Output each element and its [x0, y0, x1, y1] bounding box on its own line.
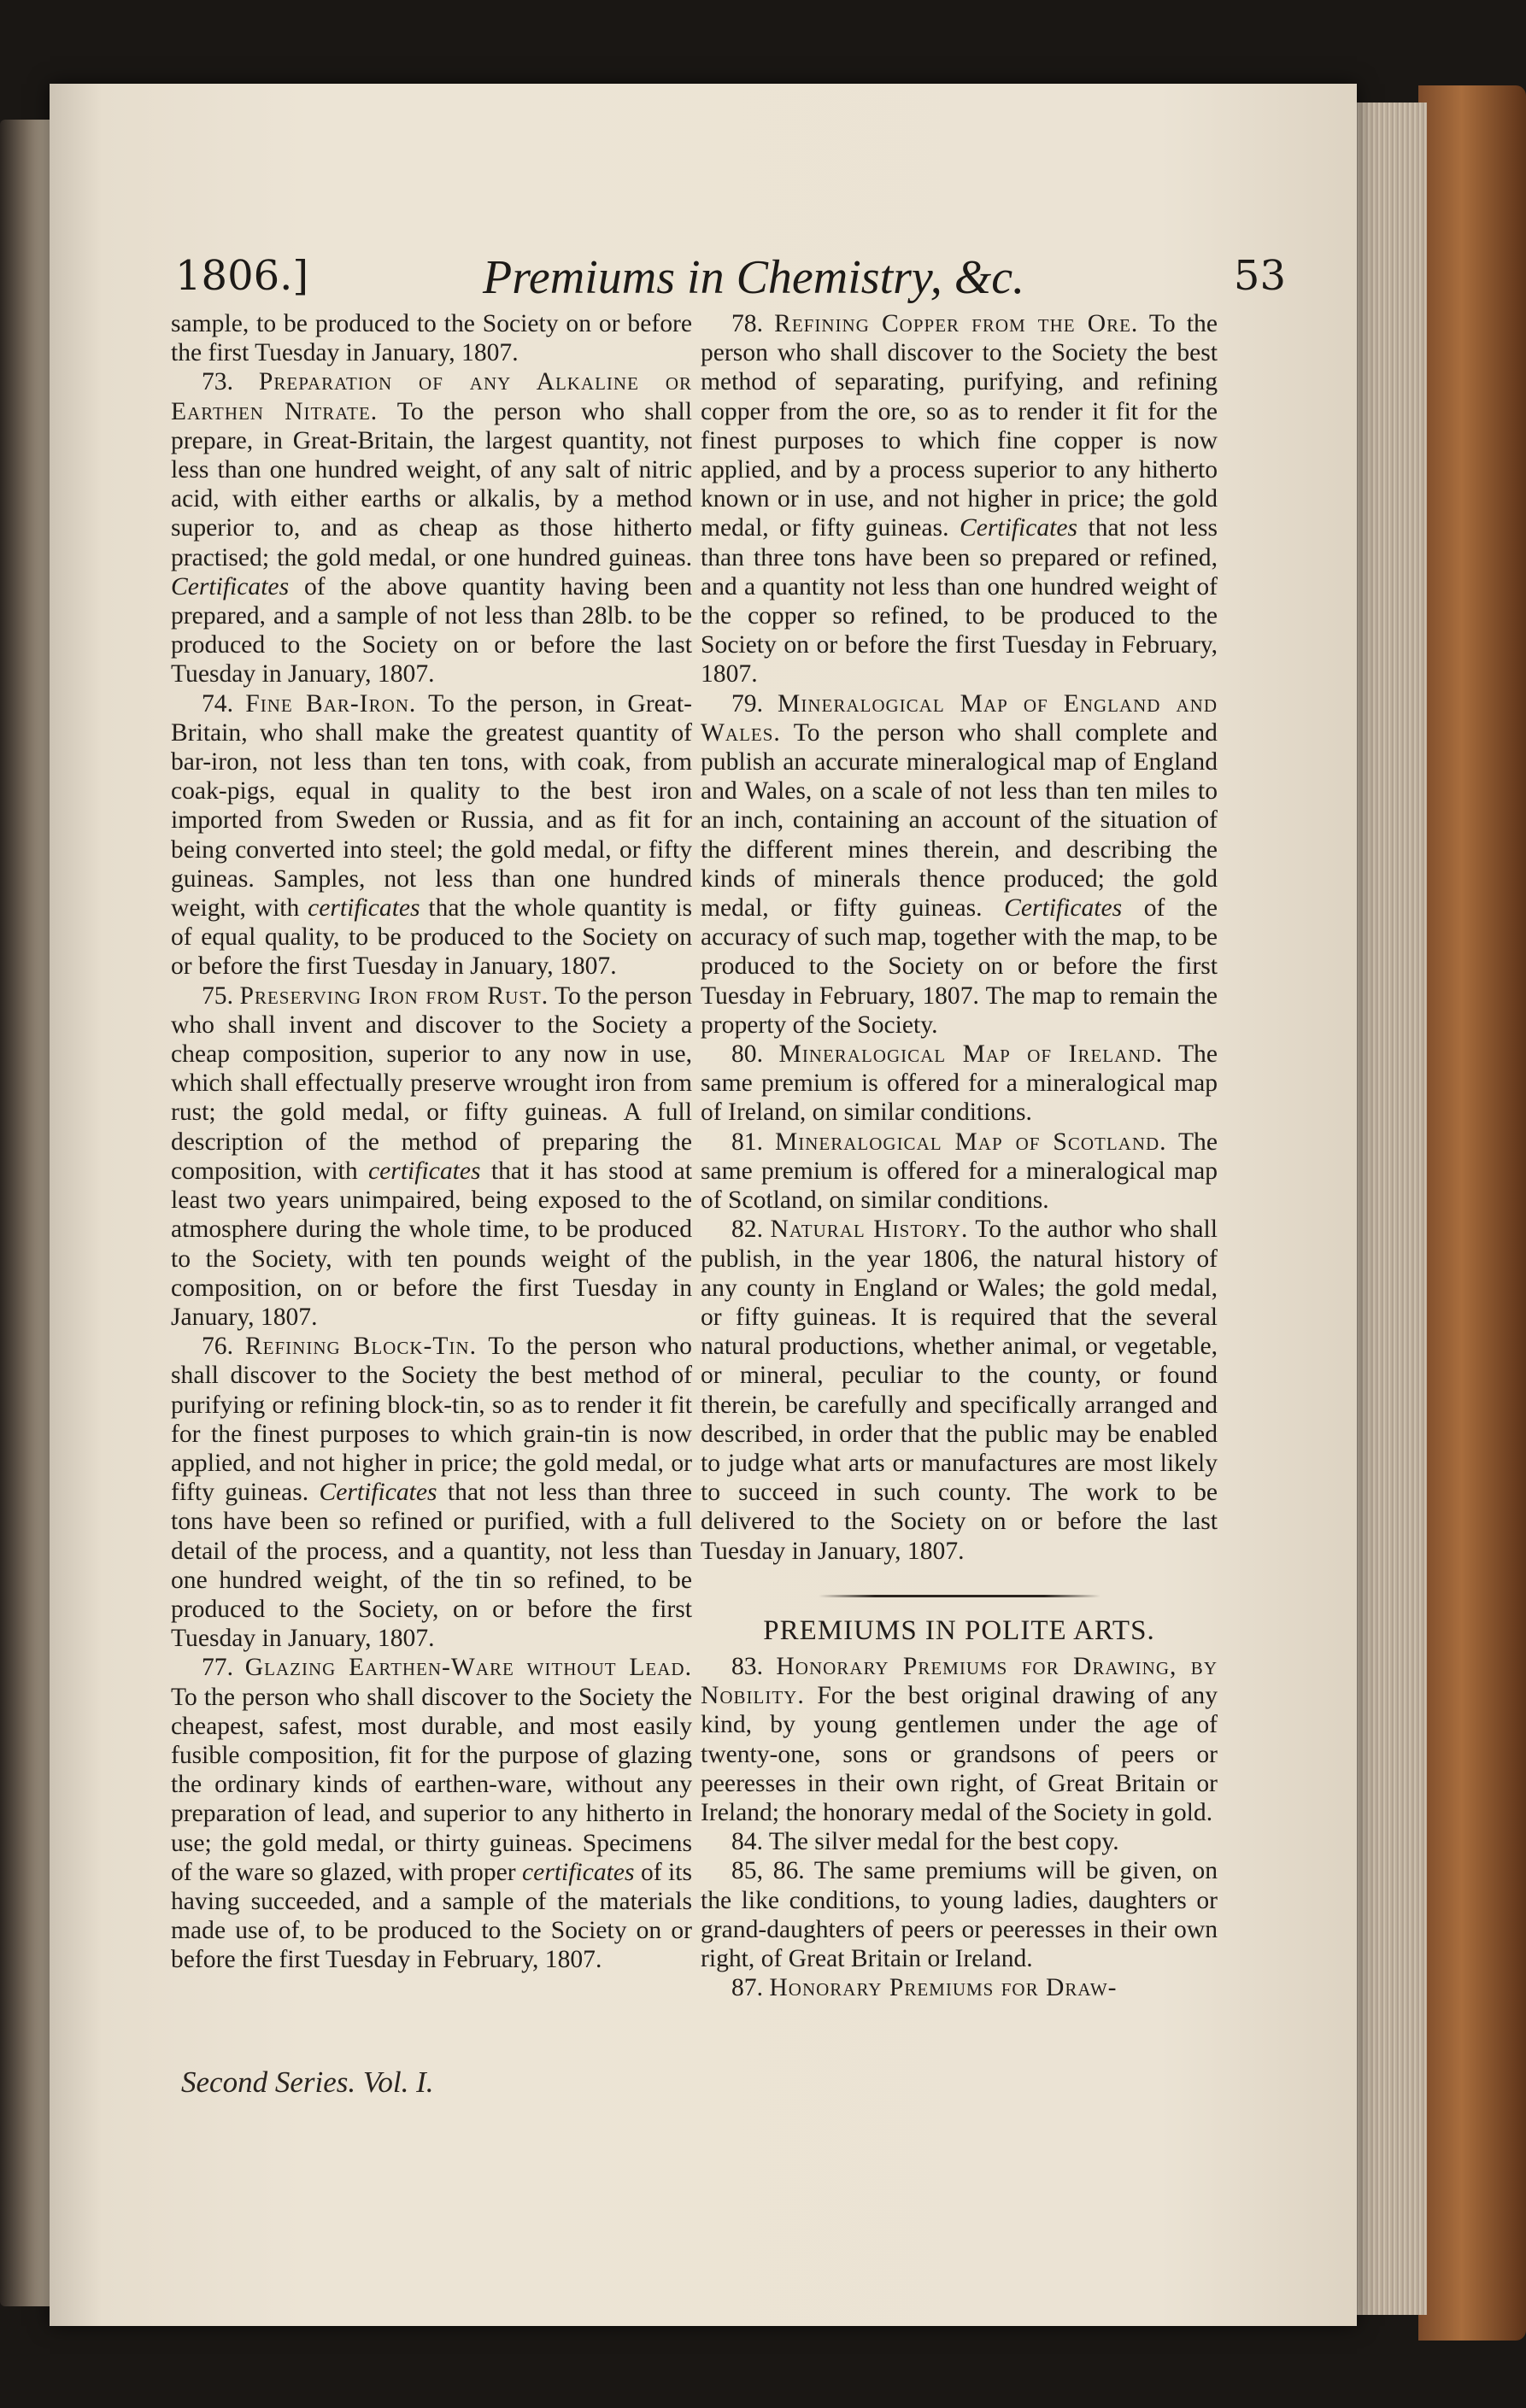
premium-heading: Honorary Premiums for Drawing, by Nobility. [701, 1652, 1218, 1710]
header-year: 1806.] [175, 252, 309, 300]
premium-83: 83. Honorary Premiums for Drawing, by Nobility. For the best original drawing of any kind, by young gentlemen under the age of twenty-one, sons or grandsons of peers or peeresses in their own right, of Great Britain or Ireland; the honorary medal of the Society in gold. [701, 1652, 1218, 1826]
premium-77: 77. Glazing Earthen-Ware without Lead. To the person who shall discover to the Society the cheapest, safest, most durable, and most easily fusible composition, fit for the purpose of glazing the ordinary kinds of earthen-ware, without any preparation of lead, and superior to any hitherto in use; the gold medal, or thirty guineas. Specimens of the ware so glazed, with proper certificates of its having succeeded, and a sample of the materials made use of, to be produced to the Society on or before the first Tuesday in February, 1807. [171, 1654, 692, 1974]
premium-75: 75. Preserving Iron from Rust. To the person who shall invent and discover to the Society a cheap composition, superior to any now in use, which shall effectually preserve wrought iron from rust; the gold medal, or fifty guineas. A full description of the method of preparing the composition, with certificates that it has stood at least two years unimpaired, being exposed to the atmosphere during the whole time, to be produced to the Society, with ten pounds weight of the composition, on or before the first Tuesday in January, 1807. [171, 981, 693, 1331]
premium-heading: Natural History. [770, 1216, 969, 1244]
left-page-edge [0, 120, 50, 2306]
premium-heading: Refining Copper from the Ore. [774, 310, 1139, 337]
header-title: Premiums in Chemistry, &c. [483, 251, 1025, 304]
premium-heading: Mineralogical Map of Ireland. [778, 1040, 1164, 1069]
premium-76: 76. Refining Block-Tin. To the person who shall discover to the Society the best method of purifying or refining block-tin, so as to render it fit for the finest purposes to which grain-tin is now applied, and not higher in price; the gold medal, or fifty guineas. Certificates that not less than three tons have been so refined or purified, with a full detail of the process, and a quantity, not less than one hundred weight, of the tin so refined, to be produced to the Society, on or before the first Tuesday in January, 1807. [171, 1333, 692, 1653]
premium-heading: Honorary Premiums for Draw- [769, 1974, 1118, 2002]
section-title: PREMIUMS IN POLITE ARTS. [763, 1614, 1155, 1646]
premium-heading: Mineralogical Map of Scotland. [774, 1128, 1167, 1156]
premium-78: 78. Refining Copper from the Ore. To the person who shall discover to the Society the best method of separating, purifying, and refining copper from the ore, so as to render it fit for the finest purposes to which fine copper is now applied, and by a process superior to any hitherto known or in use, and not higher in price; the gold medal, or fifty guineas. Certificates that not less than three tons have been so prepared or refined, and a quantity not less than one hundred weight of the copper so refined, to be produced to the Society on or before the first Tuesday in February, 1807. [701, 310, 1218, 688]
right-column [701, 309, 1218, 2002]
premium-heading: Preserving Iron from Rust. [239, 981, 549, 1010]
premium-heading: Glazing Earthen-Ware without Lead. [244, 1654, 692, 1682]
running-header [175, 252, 1286, 312]
premium-87: 87. Honorary Premiums for Draw- [731, 1974, 1118, 2002]
left-column [171, 309, 692, 1975]
premium-80: 80. Mineralogical Map of Ireland. The same premium is offered for a mineralogical map of Ireland, on similar conditions. [701, 1040, 1218, 1127]
premium-81: 81. Mineralogical Map of Scotland. The same premium is offered for a mineralogical map of Scotland, on similar conditions. [701, 1128, 1218, 1215]
premium-79: 79. Mineralogical Map of England and Wales. To the person who shall complete and publish an accurate mineralogical map of England and Wales, on a scale of not less than ten miles to an inch, containing an account of the situation of the different mines therein, and describing the kinds of minerals thence produced; the gold medal, or fifty guineas. Certificates of the accuracy of such map, together with the map, to be produced to the Society on or before the first Tuesday in February, 1807. The map to remain the property of the Society. [701, 689, 1218, 1039]
page-number: 53 [1233, 252, 1286, 300]
premium-73: 73. Preparation of any Alkaline or Earthen Nitrate. To the person who shall prepare, in Great-Britain, the largest quantity, not less than one hundred weight, of any salt of nitric acid, with either earths or alkalis, by a method superior to, and as cheap as those hitherto practised; the gold medal, or one hundred guineas. Certificates of the above quantity having been prepared, and a sample of not less than 28lb. to be produced to the Society on or before the last Tuesday in January, 1807. [171, 368, 693, 688]
premium-82: 82. Natural History. To the author who shall publish, in the year 1806, the natural history of any county in England or Wales; the gold medal, or fifty guineas. It is required that the several natural productions, whether animal, or vegetable, or mineral, peculiar to the county, or found therein, be carefully and specifically arranged and described, in order that the public may be enabled to judge what arts or manufactures are most likely to succeed in such county. The work to be delivered to the Society on or before the last Tuesday in January, 1807. [701, 1216, 1218, 1565]
premium-heading: Fine Bar-Iron. [245, 689, 417, 718]
premium-heading: Mineralogical Map of England and Wales. [701, 689, 1218, 747]
signature-mark: Second Series. Vol. I. [181, 2065, 434, 2099]
section-divider [819, 1595, 1100, 1597]
premium-84: 84. The silver medal for the best copy. [731, 1828, 1119, 1856]
premium-heading: Preparation of any Alkaline or Earthen Nitrate. [171, 368, 692, 425]
premium-heading: Refining Block-Tin. [244, 1333, 477, 1361]
continuation-paragraph: sample, to be produced to the Society on or before the first Tuesday in January, 1807. [171, 310, 692, 367]
premium-85-86: 85, 86. The same premiums will be given, on the like conditions, to young ladies, daughters or grand-daughters of peers or peeresses in their own right, of Great Britain or Ireland. [701, 1857, 1218, 1972]
book-cover-edge [1418, 85, 1526, 2341]
premium-74: 74. Fine Bar-Iron. To the person, in Great-Britain, who shall make the greatest quantity of bar-iron, not less than ten tons, with coak, from coak-pigs, equal in quality to the best iron imported from Sweden or Russia, and as fit for being converted into steel; the gold medal, or fifty guineas. Samples, not less than one hundred weight, with certificates that the whole quantity is of equal quality, to be produced to the Society on or before the first Tuesday in January, 1807. [171, 689, 692, 981]
